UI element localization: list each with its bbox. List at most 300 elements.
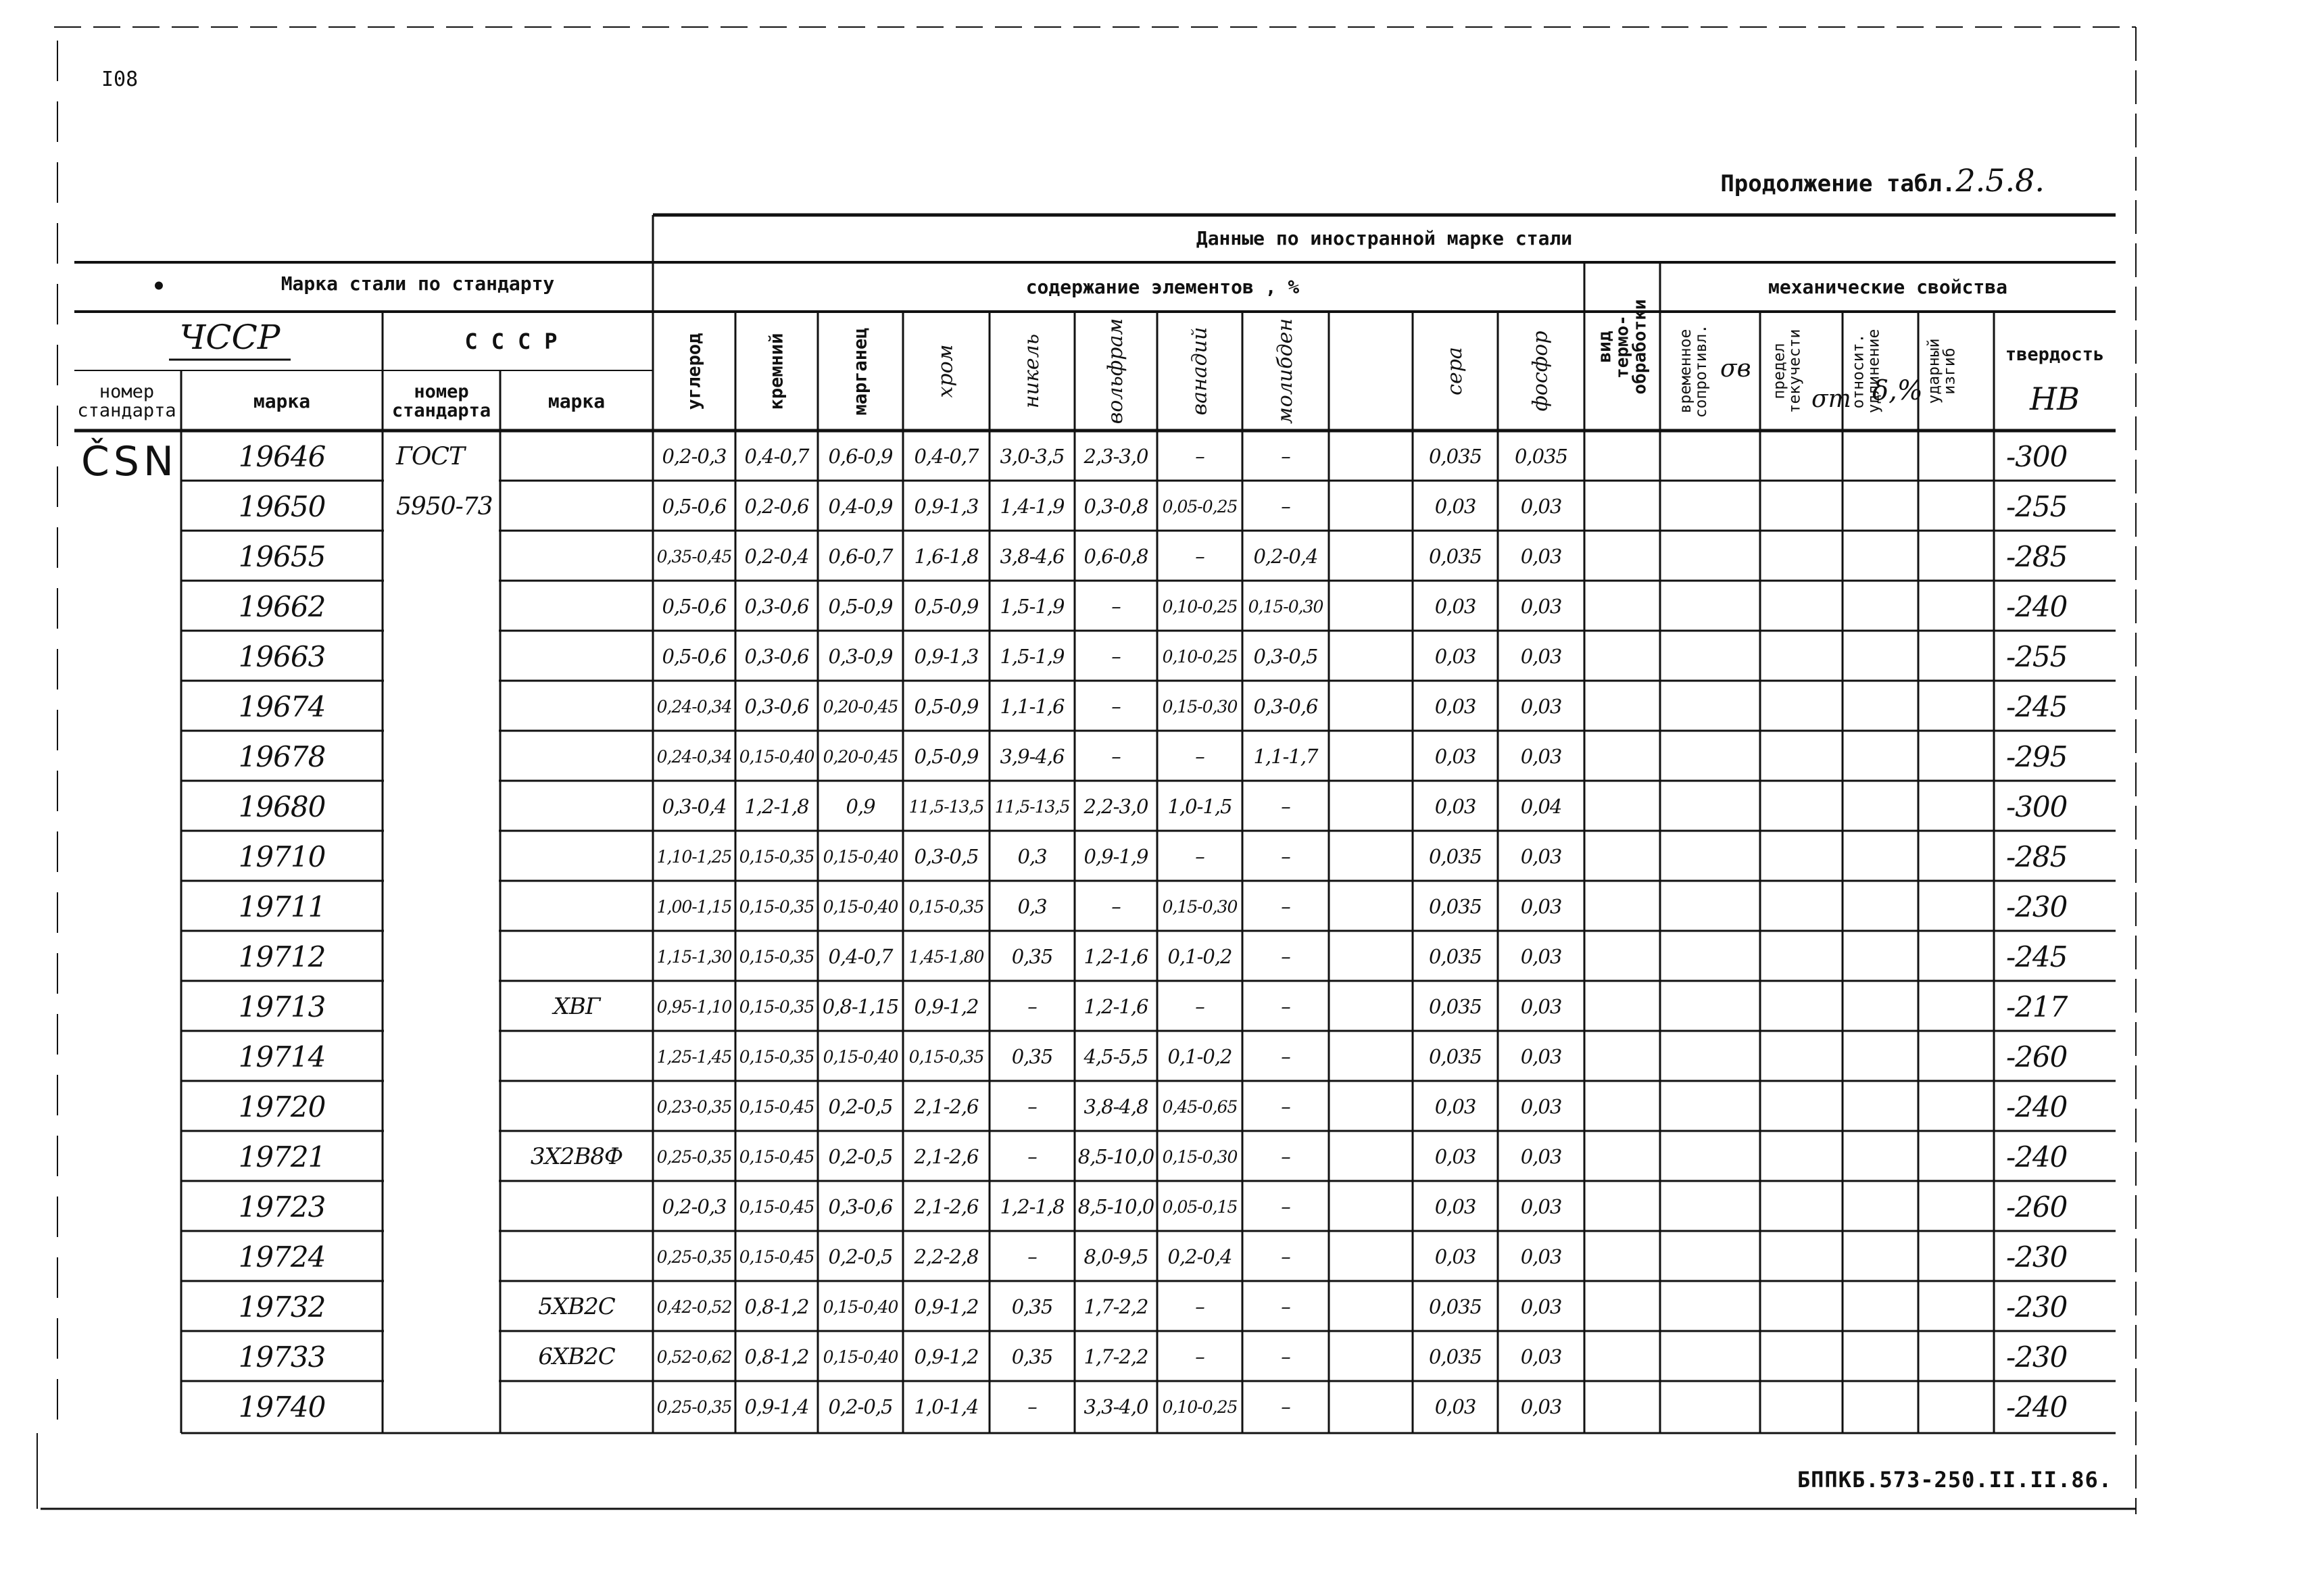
vanadium-cell: 0,15-0,30 bbox=[1162, 896, 1238, 917]
silicon-cell: 0,15-0,35 bbox=[739, 996, 814, 1017]
silicon-cell: 0,15-0,40 bbox=[739, 746, 814, 767]
carbon-cell: 0,35-0,45 bbox=[656, 546, 732, 566]
manganese-cell: 0,2-0,5 bbox=[828, 1395, 893, 1418]
tungsten-cell: 3,8-4,8 bbox=[1083, 1095, 1148, 1118]
phosphorus-cell: 0,03 bbox=[1520, 1195, 1562, 1218]
manganese-cell: 0,15-0,40 bbox=[823, 846, 898, 867]
manganese-cell: 0,3-0,6 bbox=[828, 1195, 893, 1218]
tungsten-cell: 4,5-5,5 bbox=[1083, 1045, 1148, 1068]
header-brand-by-standard: Марка стали по стандарту bbox=[281, 272, 555, 295]
chromium-cell: 2,1-2,6 bbox=[914, 1195, 979, 1218]
carbon-cell: 0,25-0,35 bbox=[656, 1146, 732, 1167]
ussr-brand-cell: 3Х2В8Ф bbox=[530, 1143, 623, 1170]
extra-element-cell bbox=[1329, 982, 1413, 1031]
manganese-cell: 0,6-0,9 bbox=[828, 445, 893, 468]
hardness-cell: -255 bbox=[2006, 489, 2068, 523]
chromium-cell: 2,1-2,6 bbox=[914, 1145, 979, 1168]
sulfur-cell: 0,03 bbox=[1434, 1395, 1476, 1418]
vanadium-cell: – bbox=[1195, 545, 1204, 568]
nickel-cell: 11,5-13,5 bbox=[994, 796, 1070, 817]
chromium-cell: 0,9-1,2 bbox=[914, 1295, 979, 1318]
phosphorus-cell: 0,03 bbox=[1520, 895, 1562, 918]
elongation-symbol: δ,% bbox=[1872, 375, 1923, 406]
chromium-cell: 0,9-1,2 bbox=[914, 995, 979, 1018]
chromium-cell: 1,45-1,80 bbox=[908, 946, 984, 967]
silicon-cell: 0,8-1,2 bbox=[744, 1295, 809, 1318]
ussr-brand-cell bbox=[500, 632, 653, 681]
molybdenum-cell: – bbox=[1281, 1145, 1290, 1168]
header-element-sulfur: сера bbox=[1443, 347, 1467, 395]
nickel-cell: 0,3 bbox=[1017, 895, 1047, 918]
csr-brand-cell: 19724 bbox=[238, 1240, 326, 1274]
extra-element-cell bbox=[1329, 1232, 1413, 1281]
header-element-phosphorus: фосфор bbox=[1529, 331, 1553, 412]
manganese-cell: 0,9 bbox=[846, 795, 875, 818]
vanadium-cell: 0,10-0,25 bbox=[1162, 596, 1238, 616]
extra-element-cell bbox=[1329, 1182, 1413, 1231]
extra-element-cell bbox=[1329, 632, 1413, 681]
vanadium-cell: 1,0-1,5 bbox=[1167, 795, 1232, 818]
vanadium-cell: 0,05-0,25 bbox=[1162, 496, 1238, 516]
nickel-cell: – bbox=[1027, 1395, 1037, 1418]
tungsten-cell: – bbox=[1111, 645, 1121, 668]
csr-brand-cell: 19720 bbox=[238, 1090, 326, 1123]
nickel-cell: 3,0-3,5 bbox=[1000, 445, 1065, 468]
csr-brand-cell: 19714 bbox=[238, 1040, 326, 1073]
extra-element-cell bbox=[1329, 432, 1413, 481]
nickel-cell: 0,35 bbox=[1011, 1295, 1053, 1318]
csr-brand-cell: 19713 bbox=[238, 990, 326, 1023]
molybdenum-cell: – bbox=[1281, 1345, 1290, 1368]
vanadium-cell: 0,1-0,2 bbox=[1167, 945, 1232, 968]
sulfur-cell: 0,03 bbox=[1434, 1145, 1476, 1168]
ussr-brand-cell bbox=[500, 1082, 653, 1131]
phosphorus-cell: 0,03 bbox=[1520, 695, 1562, 718]
silicon-cell: 0,15-0,35 bbox=[739, 896, 814, 917]
nickel-cell: 1,5-1,9 bbox=[1000, 595, 1065, 618]
phosphorus-cell: 0,03 bbox=[1520, 845, 1562, 868]
ussr-brand-cell bbox=[500, 732, 653, 781]
manganese-cell: 0,15-0,40 bbox=[823, 1347, 898, 1367]
phosphorus-cell: 0,04 bbox=[1520, 795, 1562, 818]
nickel-cell: 1,1-1,6 bbox=[1000, 695, 1065, 718]
sulfur-cell: 0,03 bbox=[1434, 645, 1476, 668]
sulfur-cell: 0,035 bbox=[1428, 845, 1482, 868]
csr-brand-cell: 19723 bbox=[238, 1190, 326, 1224]
ussr-brand-cell bbox=[500, 682, 653, 731]
phosphorus-cell: 0,03 bbox=[1520, 1395, 1562, 1418]
yield-symbol: σт bbox=[1811, 385, 1851, 413]
hardness-cell: -230 bbox=[2006, 1340, 2068, 1374]
carbon-cell: 0,95-1,10 bbox=[656, 996, 732, 1017]
chromium-cell: 1,0-1,4 bbox=[914, 1395, 979, 1418]
header-element-carbon: углерод bbox=[683, 333, 705, 410]
hardness-cell: -245 bbox=[2006, 940, 2068, 973]
silicon-cell: 0,8-1,2 bbox=[744, 1345, 809, 1368]
hardness-cell: -255 bbox=[2006, 639, 2068, 673]
nickel-cell: 0,35 bbox=[1011, 1345, 1053, 1368]
header-element-vanadium: ванадий bbox=[1188, 327, 1211, 416]
tungsten-cell: 0,9-1,9 bbox=[1083, 845, 1148, 868]
chromium-cell: 2,1-2,6 bbox=[914, 1095, 979, 1118]
carbon-cell: 0,5-0,6 bbox=[662, 495, 727, 518]
manganese-cell: 0,8-1,15 bbox=[822, 995, 899, 1018]
molybdenum-cell: – bbox=[1281, 995, 1290, 1018]
nickel-cell: – bbox=[1027, 995, 1037, 1018]
extra-element-cell bbox=[1329, 832, 1413, 881]
sulfur-cell: 0,03 bbox=[1434, 1195, 1476, 1218]
header-element-silicon: кремний bbox=[766, 333, 787, 410]
molybdenum-cell: – bbox=[1281, 1245, 1290, 1268]
molybdenum-cell: 0,3-0,6 bbox=[1253, 695, 1318, 718]
phosphorus-cell: 0,03 bbox=[1520, 545, 1562, 568]
sulfur-cell: 0,035 bbox=[1428, 895, 1482, 918]
ussr-brand-cell bbox=[500, 432, 653, 481]
continuation-prefix: Продолжение табл. bbox=[1720, 170, 1956, 197]
sulfur-cell: 0,035 bbox=[1428, 995, 1482, 1018]
sulfur-cell: 0,03 bbox=[1434, 595, 1476, 618]
csr-brand-cell: 19721 bbox=[238, 1140, 326, 1174]
csr-brand-cell: 19655 bbox=[238, 539, 326, 573]
chromium-cell: 0,5-0,9 bbox=[914, 695, 979, 718]
phosphorus-cell: 0,03 bbox=[1520, 495, 1562, 518]
manganese-cell: 0,4-0,9 bbox=[828, 495, 893, 518]
carbon-cell: 0,24-0,34 bbox=[656, 696, 732, 717]
hardness-cell: -245 bbox=[2006, 690, 2068, 723]
hardness-cell: -230 bbox=[2006, 890, 2068, 923]
header-element-tungsten: вольфрам bbox=[1104, 318, 1127, 425]
vanadium-cell: 0,15-0,30 bbox=[1162, 1146, 1238, 1167]
tungsten-cell: 0,6-0,8 bbox=[1083, 545, 1148, 568]
sulfur-cell: 0,035 bbox=[1428, 1045, 1482, 1068]
molybdenum-cell: – bbox=[1281, 845, 1290, 868]
hardness-cell: -217 bbox=[2006, 990, 2068, 1023]
phosphorus-cell: 0,03 bbox=[1520, 745, 1562, 768]
molybdenum-cell: – bbox=[1281, 1195, 1290, 1218]
manganese-cell: 0,2-0,5 bbox=[828, 1095, 893, 1118]
gost-label: ГОСТ bbox=[396, 442, 464, 470]
vanadium-cell: – bbox=[1195, 1345, 1204, 1368]
carbon-cell: 1,10-1,25 bbox=[656, 846, 732, 867]
tungsten-cell: – bbox=[1111, 745, 1121, 768]
manganese-cell: 0,20-0,45 bbox=[823, 746, 898, 767]
ussr-brand-cell: 6ХВ2С bbox=[538, 1343, 615, 1370]
manganese-cell: 0,2-0,5 bbox=[828, 1245, 893, 1268]
header-tensile-strength: временное сопротивл. bbox=[1677, 324, 1710, 418]
molybdenum-cell: – bbox=[1281, 1395, 1290, 1418]
vanadium-cell: 0,15-0,30 bbox=[1162, 696, 1238, 717]
hardness-cell: -230 bbox=[2006, 1240, 2068, 1274]
extra-element-cell bbox=[1329, 1082, 1413, 1131]
csr-brand-cell: 19678 bbox=[238, 740, 326, 773]
chromium-cell: 1,6-1,8 bbox=[914, 545, 979, 568]
manganese-cell: 0,15-0,40 bbox=[823, 1297, 898, 1317]
bullet-dot: • bbox=[151, 273, 166, 301]
phosphorus-cell: 0,03 bbox=[1520, 1145, 1562, 1168]
extra-element-cell bbox=[1329, 932, 1413, 981]
csr-brand-cell: 19662 bbox=[238, 589, 326, 623]
header-element-manganese: марганец bbox=[850, 327, 871, 416]
tungsten-cell: 1,7-2,2 bbox=[1083, 1345, 1148, 1368]
ussr-brand-cell: ХВГ bbox=[553, 993, 600, 1020]
ussr-brand-cell bbox=[500, 482, 653, 531]
carbon-cell: 0,5-0,6 bbox=[662, 595, 727, 618]
sulfur-cell: 0,035 bbox=[1428, 445, 1482, 468]
molybdenum-cell: – bbox=[1281, 495, 1290, 518]
hardness-cell: -300 bbox=[2006, 790, 2068, 823]
hardness-cell: -240 bbox=[2006, 589, 2068, 623]
nickel-cell: 3,9-4,6 bbox=[1000, 745, 1065, 768]
nickel-cell: 0,35 bbox=[1011, 945, 1053, 968]
molybdenum-cell: 1,1-1,7 bbox=[1253, 745, 1318, 768]
carbon-cell: 0,25-0,35 bbox=[656, 1247, 732, 1267]
silicon-cell: 0,3-0,6 bbox=[744, 695, 809, 718]
manganese-cell: 0,3-0,9 bbox=[828, 645, 893, 668]
manganese-cell: 0,5-0,9 bbox=[828, 595, 893, 618]
sulfur-cell: 0,03 bbox=[1434, 1245, 1476, 1268]
csr-brand-cell: 19650 bbox=[238, 489, 326, 523]
table-number: 2.5.8. bbox=[1955, 162, 2045, 199]
ussr-brand-cell bbox=[500, 1382, 653, 1431]
header-element-chromium: хром bbox=[934, 344, 958, 398]
molybdenum-cell: 0,15-0,30 bbox=[1248, 596, 1323, 616]
silicon-cell: 0,15-0,45 bbox=[739, 1096, 814, 1117]
tungsten-cell: 3,3-4,0 bbox=[1083, 1395, 1148, 1418]
hardness-cell: -260 bbox=[2006, 1040, 2068, 1073]
tungsten-cell: 8,5-10,0 bbox=[1077, 1145, 1154, 1168]
phosphorus-cell: 0,03 bbox=[1520, 1095, 1562, 1118]
extra-element-cell bbox=[1329, 482, 1413, 531]
ussr-brand-cell: 5ХВ2С bbox=[538, 1293, 615, 1320]
header-element-nickel: никель bbox=[1020, 333, 1044, 409]
hardness-cell: -260 bbox=[2006, 1190, 2068, 1224]
manganese-cell: 0,2-0,5 bbox=[828, 1145, 893, 1168]
header-impact: ударный изгиб bbox=[1925, 338, 1958, 404]
header-hardness-unit: HB bbox=[2030, 380, 2080, 417]
extra-element-cell bbox=[1329, 732, 1413, 781]
nickel-cell: – bbox=[1027, 1245, 1037, 1268]
tungsten-cell: 2,2-3,0 bbox=[1083, 795, 1148, 818]
tensile-symbol: σв bbox=[1720, 355, 1751, 383]
phosphorus-cell: 0,03 bbox=[1520, 1345, 1562, 1368]
manganese-cell: 0,4-0,7 bbox=[828, 945, 893, 968]
molybdenum-cell: – bbox=[1281, 945, 1290, 968]
silicon-cell: 0,15-0,35 bbox=[739, 846, 814, 867]
csr-brand-cell: 19680 bbox=[238, 790, 326, 823]
sulfur-cell: 0,035 bbox=[1428, 545, 1482, 568]
ussr-brand-cell bbox=[500, 1182, 653, 1231]
nickel-cell: – bbox=[1027, 1145, 1037, 1168]
molybdenum-cell: – bbox=[1281, 1295, 1290, 1318]
phosphorus-cell: 0,03 bbox=[1520, 595, 1562, 618]
vanadium-cell: 0,05-0,15 bbox=[1162, 1196, 1238, 1217]
phosphorus-cell: 0,03 bbox=[1520, 1045, 1562, 1068]
csr-brand-cell: 19733 bbox=[238, 1340, 326, 1374]
extra-element-cell bbox=[1329, 782, 1413, 831]
tungsten-cell: 1,2-1,6 bbox=[1083, 995, 1148, 1018]
silicon-cell: 0,3-0,6 bbox=[744, 645, 809, 668]
molybdenum-cell: – bbox=[1281, 795, 1290, 818]
header-yield-strength: предел текучести bbox=[1770, 329, 1803, 414]
nickel-cell: 1,4-1,9 bbox=[1000, 495, 1065, 518]
carbon-cell: 0,42-0,52 bbox=[656, 1297, 732, 1317]
extra-element-cell bbox=[1329, 882, 1413, 931]
csr-brand-cell: 19710 bbox=[238, 840, 326, 873]
extra-element-cell bbox=[1329, 1132, 1413, 1181]
vanadium-cell: 0,2-0,4 bbox=[1167, 1245, 1232, 1268]
header-elongation: относит. удлинение bbox=[1849, 329, 1882, 414]
ussr-brand-cell bbox=[500, 532, 653, 581]
molybdenum-cell: 0,3-0,5 bbox=[1253, 645, 1318, 668]
silicon-cell: 0,15-0,35 bbox=[739, 1046, 814, 1067]
chromium-cell: 0,5-0,9 bbox=[914, 745, 979, 768]
ussr-brand-cell bbox=[500, 782, 653, 831]
nickel-cell: 1,2-1,8 bbox=[1000, 1195, 1065, 1218]
carbon-cell: 0,5-0,6 bbox=[662, 645, 727, 668]
vanadium-cell: 0,45-0,65 bbox=[1162, 1096, 1238, 1117]
carbon-cell: 0,23-0,35 bbox=[656, 1096, 732, 1117]
carbon-cell: 1,15-1,30 bbox=[656, 946, 732, 967]
molybdenum-cell: – bbox=[1281, 445, 1290, 468]
molybdenum-cell: – bbox=[1281, 1045, 1290, 1068]
header-csr: ЧССР bbox=[179, 317, 281, 357]
sulfur-cell: 0,03 bbox=[1434, 795, 1476, 818]
carbon-cell: 0,3-0,4 bbox=[662, 795, 727, 818]
chromium-cell: 0,4-0,7 bbox=[914, 445, 979, 468]
header-ussr: СССР bbox=[464, 329, 571, 355]
molybdenum-cell: – bbox=[1281, 1095, 1290, 1118]
vanadium-cell: – bbox=[1195, 745, 1204, 768]
sulfur-cell: 0,03 bbox=[1434, 495, 1476, 518]
csr-brand-cell: 19712 bbox=[238, 940, 326, 973]
chromium-cell: 0,3-0,5 bbox=[914, 845, 979, 868]
csr-brand-cell: 19740 bbox=[238, 1390, 326, 1424]
nickel-cell: 1,5-1,9 bbox=[1000, 645, 1065, 668]
silicon-cell: 0,15-0,35 bbox=[739, 946, 814, 967]
sulfur-cell: 0,035 bbox=[1428, 945, 1482, 968]
extra-element-cell bbox=[1329, 532, 1413, 581]
phosphorus-cell: 0,03 bbox=[1520, 995, 1562, 1018]
manganese-cell: 0,15-0,40 bbox=[823, 1046, 898, 1067]
tungsten-cell: – bbox=[1111, 695, 1121, 718]
chromium-cell: 2,2-2,8 bbox=[914, 1245, 979, 1268]
hardness-cell: -295 bbox=[2006, 740, 2068, 773]
ussr-brand-cell bbox=[500, 882, 653, 931]
header-csr-standard-number: номер стандарта bbox=[77, 381, 176, 421]
vanadium-cell: 0,1-0,2 bbox=[1167, 1045, 1232, 1068]
silicon-cell: 0,4-0,7 bbox=[744, 445, 809, 468]
carbon-cell: 1,00-1,15 bbox=[656, 896, 732, 917]
manganese-cell: 0,15-0,40 bbox=[823, 896, 898, 917]
header-element-molybdenum: молибден bbox=[1273, 318, 1298, 425]
header-ussr-standard-number: номер стандарта bbox=[391, 381, 491, 421]
nickel-cell: – bbox=[1027, 1095, 1037, 1118]
extra-element-cell bbox=[1329, 1282, 1413, 1331]
tungsten-cell: 0,3-0,8 bbox=[1083, 495, 1148, 518]
extra-element-cell bbox=[1329, 1332, 1413, 1381]
sulfur-cell: 0,03 bbox=[1434, 1095, 1476, 1118]
vanadium-cell: – bbox=[1195, 845, 1204, 868]
molybdenum-cell: – bbox=[1281, 895, 1290, 918]
extra-element-cell bbox=[1329, 1032, 1413, 1081]
header-elements-content: содержание элементов , % bbox=[1025, 276, 1300, 299]
header-hardness: твердость bbox=[2005, 343, 2105, 365]
hardness-cell: -300 bbox=[2006, 439, 2068, 473]
silicon-cell: 0,9-1,4 bbox=[744, 1395, 809, 1418]
carbon-cell: 0,2-0,3 bbox=[662, 445, 727, 468]
nickel-cell: 3,8-4,6 bbox=[1000, 545, 1065, 568]
chromium-cell: 0,9-1,3 bbox=[914, 645, 979, 668]
carbon-cell: 0,52-0,62 bbox=[656, 1347, 732, 1367]
sulfur-cell: 0,03 bbox=[1434, 745, 1476, 768]
phosphorus-cell: 0,03 bbox=[1520, 1245, 1562, 1268]
carbon-cell: 0,24-0,34 bbox=[656, 746, 732, 767]
gost-number: 5950-73 bbox=[396, 492, 493, 521]
header-element-blank bbox=[1329, 313, 1413, 429]
silicon-cell: 1,2-1,8 bbox=[744, 795, 809, 818]
chromium-cell: 0,15-0,35 bbox=[908, 1046, 984, 1067]
silicon-cell: 0,3-0,6 bbox=[744, 595, 809, 618]
manganese-cell: 0,6-0,7 bbox=[828, 545, 893, 568]
silicon-cell: 0,15-0,45 bbox=[739, 1247, 814, 1267]
header-ussr-brand: марка bbox=[547, 390, 606, 413]
header-mechanical: механические свойства bbox=[1768, 276, 2007, 299]
carbon-cell: 0,2-0,3 bbox=[662, 1195, 727, 1218]
carbon-cell: 0,25-0,35 bbox=[656, 1397, 732, 1417]
phosphorus-cell: 0,03 bbox=[1520, 945, 1562, 968]
vanadium-cell: 0,10-0,25 bbox=[1162, 1397, 1238, 1417]
hardness-cell: -240 bbox=[2006, 1090, 2068, 1123]
vanadium-cell: – bbox=[1195, 995, 1204, 1018]
csr-brand-cell: 19646 bbox=[238, 439, 326, 473]
extra-element-cell bbox=[1329, 682, 1413, 731]
hardness-cell: -285 bbox=[2006, 840, 2068, 873]
chromium-cell: 0,15-0,35 bbox=[908, 896, 984, 917]
silicon-cell: 0,2-0,4 bbox=[744, 545, 809, 568]
sulfur-cell: 0,035 bbox=[1428, 1295, 1482, 1318]
header-csr-brand: марка bbox=[253, 390, 311, 413]
vanadium-cell: – bbox=[1195, 445, 1204, 468]
chromium-cell: 0,9-1,2 bbox=[914, 1345, 979, 1368]
phosphorus-cell: 0,03 bbox=[1520, 1295, 1562, 1318]
chromium-cell: 11,5-13,5 bbox=[908, 796, 984, 817]
header-heat-treatment: вид термо- обработки bbox=[1594, 299, 1651, 394]
document-code: БППКБ.573-250.II.II.86. bbox=[1797, 1467, 2112, 1493]
tungsten-cell: 1,2-1,6 bbox=[1083, 945, 1148, 968]
phosphorus-cell: 0,03 bbox=[1520, 645, 1562, 668]
tungsten-cell: – bbox=[1111, 595, 1121, 618]
sulfur-cell: 0,03 bbox=[1434, 695, 1476, 718]
nickel-cell: 0,35 bbox=[1011, 1045, 1053, 1068]
nickel-cell: 0,3 bbox=[1017, 845, 1047, 868]
manganese-cell: 0,20-0,45 bbox=[823, 696, 898, 717]
header-foreign-data: Данные по иностранной марке стали bbox=[1196, 227, 1573, 250]
vanadium-cell: 0,10-0,25 bbox=[1162, 646, 1238, 667]
molybdenum-cell: 0,2-0,4 bbox=[1253, 545, 1318, 568]
ussr-brand-cell bbox=[500, 932, 653, 981]
chromium-cell: 0,5-0,9 bbox=[914, 595, 979, 618]
hardness-cell: -240 bbox=[2006, 1140, 2068, 1174]
page-number: I08 bbox=[101, 68, 139, 91]
tungsten-cell: 8,0-9,5 bbox=[1083, 1245, 1148, 1268]
ussr-brand-cell bbox=[500, 582, 653, 631]
csr-brand-cell: 19674 bbox=[238, 690, 326, 723]
carbon-cell: 1,25-1,45 bbox=[656, 1046, 732, 1067]
ussr-brand-cell bbox=[500, 1232, 653, 1281]
hardness-cell: -285 bbox=[2006, 539, 2068, 573]
vanadium-cell: – bbox=[1195, 1295, 1204, 1318]
extra-element-cell bbox=[1329, 582, 1413, 631]
